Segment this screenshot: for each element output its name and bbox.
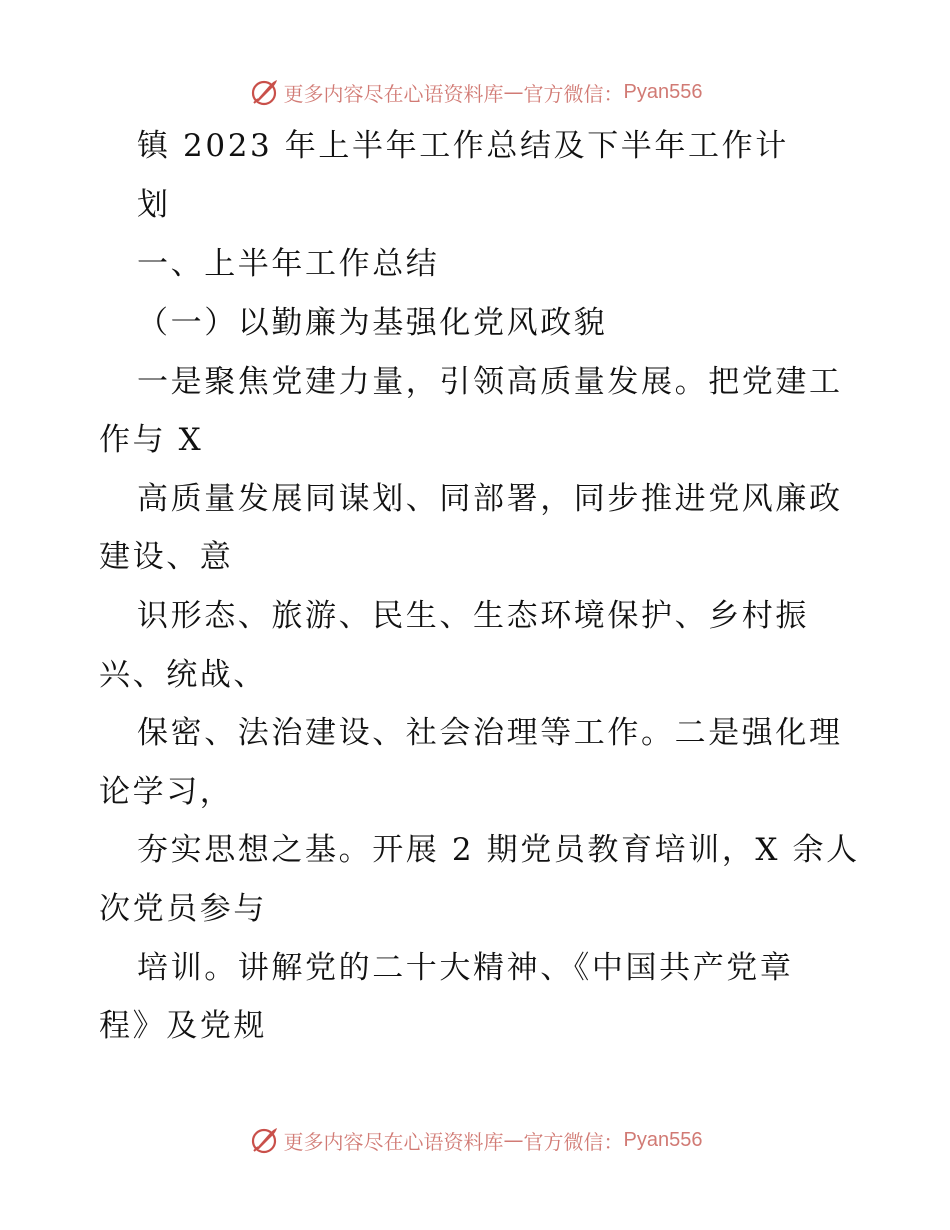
footer-watermark [0,1120,950,1160]
paragraph-line: 识形态、旅游、民生、生态环境保护、乡村振 [137,598,809,634]
watermark-wechat-id: Pyan556 [623,80,703,103]
subsection-heading: （一）以勤廉为基强化党风政貌 [137,305,608,341]
document-title-line-2: 划 [137,187,171,223]
watermark-separator: — [503,1128,524,1152]
watermark-wechat-label: 官方微信： [523,81,624,106]
watermark-wechat-id: Pyan556 [623,1128,703,1151]
paragraph-line: 次党员参与 [99,891,267,927]
paragraph-line: 保密、法治建设、社会治理等工作。二是强化理 [137,715,843,751]
watermark-text: 更多内容尽在心语资料库 [283,1129,504,1154]
watermark-text: 更多内容尽在心语资料库 [283,81,504,106]
paragraph-line: 培训。讲解党的二十大精神、《中国共产党章 [137,950,794,986]
section-heading: 一、上半年工作总结 [137,246,440,282]
paragraph-line: 建设、意 [99,539,234,575]
paragraph-line: 兴、统战、 [99,657,267,693]
paragraph-line: 夯实思想之基。开展 2 期党员教育培训，X 余人 [137,832,860,868]
document-title-line-1: 镇 2023 年上半年工作总结及下半年工作计 [137,128,789,164]
paragraph-line: 一是聚焦党建力量，引领高质量发展。把党建工 [137,364,843,400]
paragraph-line: 高质量发展同谋划、同部署，同步推进党风廉政 [137,481,843,517]
quill-logo-icon [248,76,280,108]
paragraph-line: 程》及党规 [99,1008,267,1044]
paragraph-line: 作与 X [99,422,204,458]
paragraph-line: 论学习， [99,774,234,810]
watermark-wechat-label: 官方微信： [523,1129,624,1154]
quill-logo-icon [248,1124,280,1156]
header-watermark [0,72,950,112]
watermark-separator: — [503,80,524,104]
